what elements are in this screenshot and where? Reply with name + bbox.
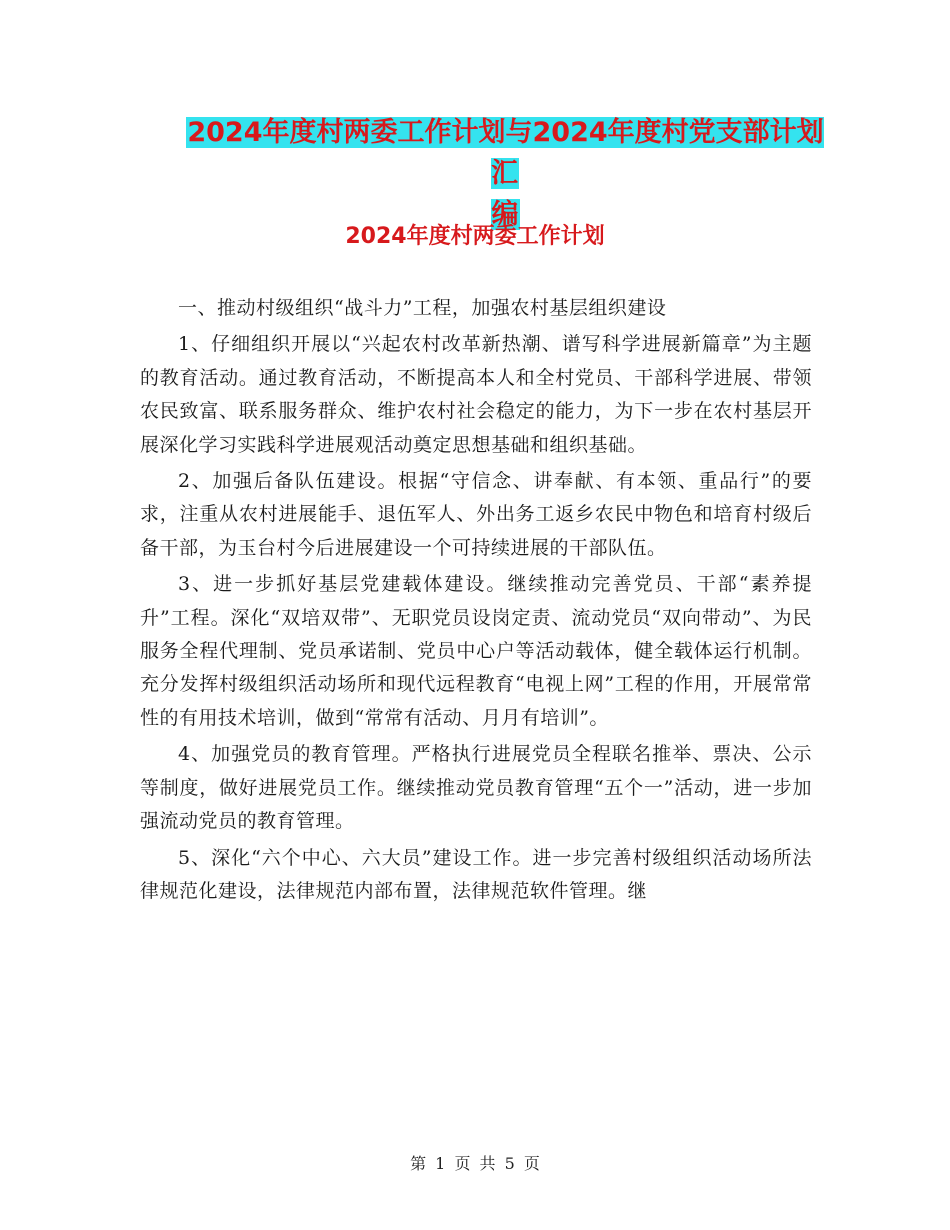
- document-title-line2: 编: [491, 199, 519, 230]
- paragraph-item-5: 5、深化“六个中心、六大员”建设工作。进一步完善村级组织活动场所法律规范化建设，法律规范内部布置，法律规范软件管理。继: [140, 846, 812, 902]
- paragraph-item-4: 4、加强党员的教育管理。严格执行进展党员全程联名推举、票决、公示等制度，做好进展党员工作。继续推动党员教育管理“五个一”活动，进一步加强流动党员的教育管理。: [140, 743, 812, 833]
- paragraph-item-2: 2、加强后备队伍建设。根据“守信念、讲奉献、有本领、重品行”的要求，注重从农村进展能手、退伍军人、外出务工返乡农民中物色和培育村级后备干部，为玉台村今后进展建设一个可持续进展的干部队伍。: [140, 470, 812, 559]
- page-number-footer: 第 1 页 共 5 页: [410, 1154, 540, 1173]
- section-title: 2024年度村两委工作计划: [345, 224, 605, 249]
- paragraph-heading-1: 一、推动村级组织“战斗力”工程，加强农村基层组织建设: [178, 297, 667, 319]
- paragraph-item-3: 3、进一步抓好基层党建载体建设。继续推动完善党员、干部“素养提升”工程。深化“双培双带”、无职党员设岗定责、流动党员“双向带动”、为民服务全程代理制、党员承诺制、党员中心户等活动载体，健全载体运行机制。充分发挥村级组织活动场所和现代远程教育“电视上网”工程的作用，开展常常性的有用技术培训，做到“常常有活动、月月有培训”。: [140, 573, 812, 729]
- document-title: [185, 112, 825, 235]
- document-title-line1: 2024年度村两委工作计划与2024年度村党支部计划汇: [187, 117, 824, 189]
- paragraph-item-1: 1、仔细组织开展以“兴起农村改革新热潮、谱写科学进展新篇章”为主题的教育活动。通过教育活动，不断提高本人和全村党员、干部科学进展、带领农民致富、联系服务群众、维护农村社会稳定的能力，为下一步在农村基层开展深化学习实践科学进展观活动奠定思想基础和组织基础。: [140, 333, 812, 456]
- document-body: [140, 292, 812, 911]
